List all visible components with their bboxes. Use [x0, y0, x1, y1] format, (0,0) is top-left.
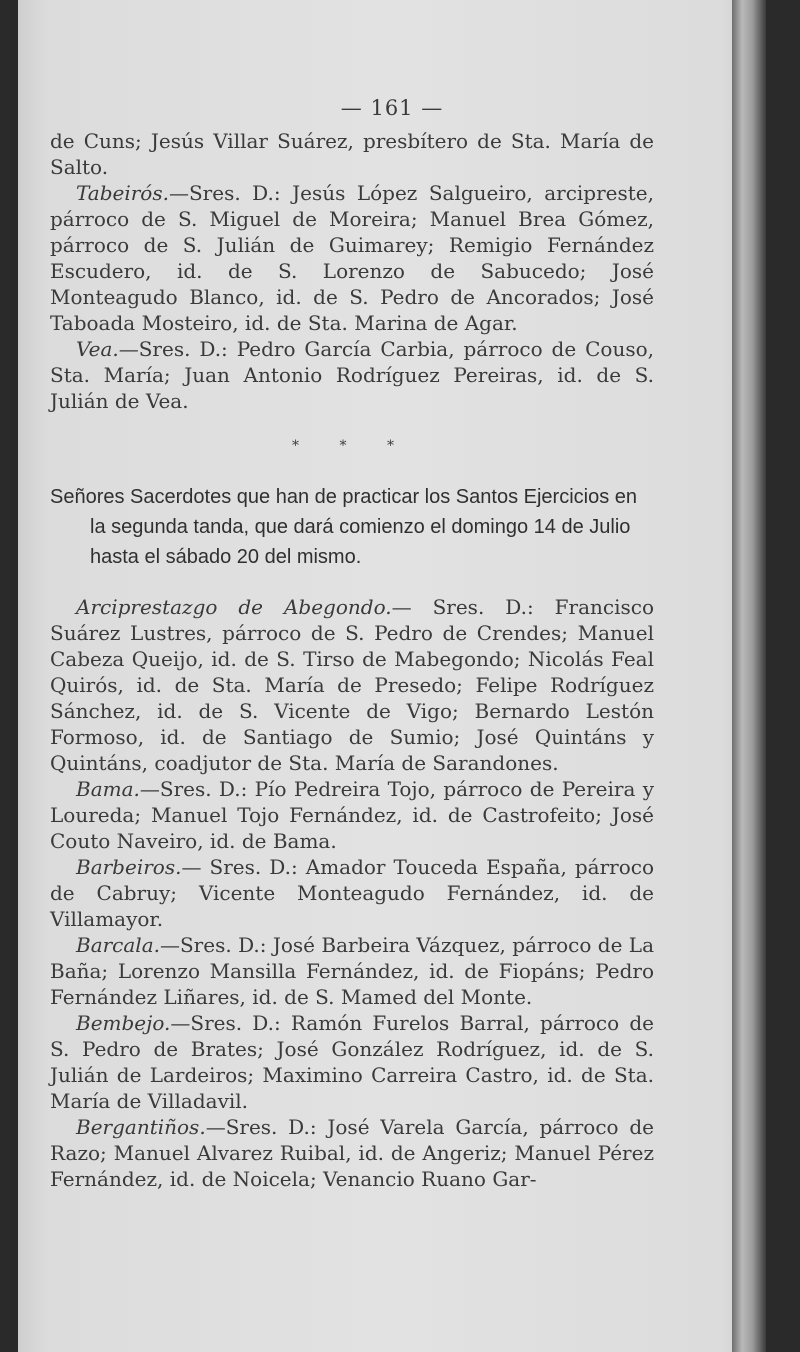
entry-text: —Sres. D.: Pío Pedreira Tojo, párroco de Pereira y Loureda; Manuel Tojo Fernández, id. de Castrofeito; José Couto Naveiro, id. de Bama.	[50, 777, 654, 853]
section-heading: Señores Sacerdotes que han de practicar los Santos Ejercicios en la segunda tanda, que dará comienzo el domingo 14 de Julio hasta el sábado 20 del mismo.	[50, 486, 638, 568]
entry-text: — Sres. D.: Francisco Suárez Lustres, párroco de S. Pedro de Crendes; Manuel Cabeza Queijo, id. de S. Tirso de Mabegondo; Nicolás Feal Quirós, id. de Sta. María de Presedo; Felipe Rodríguez Sánchez, id. de S. Vicente de Vigo; Bernardo Lestón Formoso, id. de Santiago de Sumio; José Quintáns y Quintáns, coadjutor de Sta. María de Sarandones.	[50, 595, 654, 775]
entry-text: —Sres. D.: Jesús López Salgueiro, arcipreste, párroco de S. Miguel de Moreira; Manuel Brea Gómez, párroco de S. Julián de Guimarey; Remigio Fernández Escudero, id. de S. Lorenzo de Sabucedo; José Monteagudo Blanco, id. de S. Pedro de Ancorados; José Taboada Mosteiro, id. de Sta. Marina de Agar.	[50, 181, 654, 335]
entry-barcala	[50, 932, 654, 1010]
continuation-paragraph: de Cuns; Jesús Villar Suárez, presbítero de Sta. María de Salto.	[50, 129, 654, 179]
section-divider: * * *	[292, 438, 412, 454]
entry-abegondo	[50, 594, 654, 776]
place-name: Bama.	[76, 777, 140, 801]
entry-text: —Sres. D.: José Varela García, párroco de Razo; Manuel Alvarez Ruibal, id. de Angeriz; Manuel Pérez Fernández, id. de Noicela; Venancio Ruano Gar-	[50, 1115, 654, 1191]
entry-barbeiros	[50, 854, 654, 932]
place-name: Bergantiños.	[76, 1115, 206, 1139]
place-name: Bembejo.	[76, 1011, 171, 1035]
entry-text: —Sres. D.: José Barbeira Vázquez, párroco de La Baña; Lorenzo Mansilla Fernández, id. de Fiopáns; Pedro Fernández Liñares, id. de S. Mamed del Monte.	[50, 933, 654, 1009]
entry-bama	[50, 776, 654, 854]
place-name: Arciprestazgo de Abegondo.	[76, 595, 392, 619]
place-name: Barbeiros.	[76, 855, 182, 879]
place-name: Tabeirós.	[76, 181, 169, 205]
entry-text: — Sres. D.: Amador Touceda España, párroco de Cabruy; Vicente Monteagudo Fernández, id. de Villamayor.	[50, 855, 654, 931]
page-number: — 161 —	[340, 96, 444, 120]
entry-text: —Sres. D.: Ramón Furelos Barral, párroco de S. Pedro de Brates; José González Rodríguez, id. de S. Julián de Lardeiros; Maximino Carreira Castro, id. de Sta. María de Villadavil.	[50, 1011, 654, 1113]
entry-vea	[50, 336, 654, 414]
place-name: Barcala.	[76, 933, 160, 957]
entry-tabeiros	[50, 180, 654, 336]
entry-bergantinos	[50, 1114, 654, 1192]
book-page	[18, 0, 766, 1352]
book-edge	[732, 0, 766, 1352]
entry-bembejo	[50, 1010, 654, 1114]
place-name: Vea.	[76, 337, 119, 361]
entry-text: —Sres. D.: Pedro García Carbia, párroco de Couso, Sta. María; Juan Antonio Rodríguez Pereiras, id. de S. Julián de Vea.	[50, 337, 654, 413]
page-body	[50, 128, 654, 1192]
